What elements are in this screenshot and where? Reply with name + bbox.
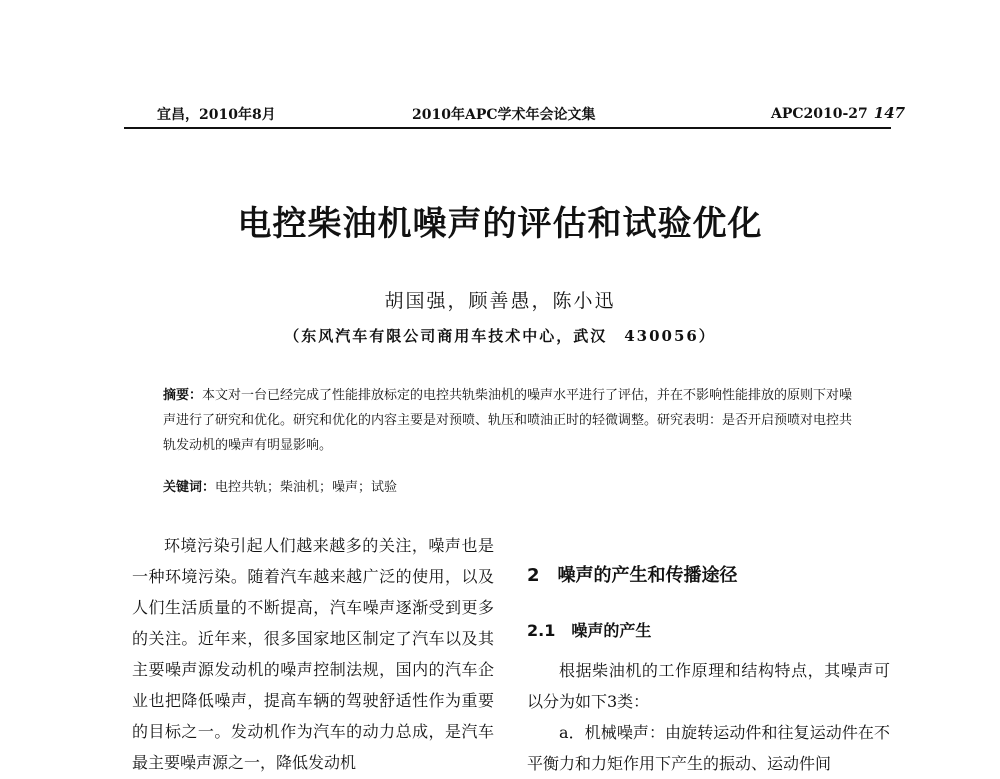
abstract-text: 本文对一台已经完成了性能排放标定的电控共轨柴油机的噪声水平进行了评估，并在不影响性能排放的原则下对噪声进行了研究和优化。研究和优化的内容主要是对预喷、轨压和喷油正时的轻微调整。研究表明：是否开启预喷对电控共轨发动机的噪声有明显影响。 (163, 388, 853, 453)
section-2-1-heading: 2.1 噪声的产生 (527, 621, 652, 640)
header-rule (124, 127, 891, 129)
running-header-left: 宜昌，2010年8月 (157, 107, 276, 123)
abstract (163, 383, 863, 458)
running-header-center: 2010年APC学术年会论文集 (412, 107, 596, 123)
body-column-right (527, 655, 890, 779)
body-column-left (132, 530, 494, 778)
noise-classification-paragraph: 根据柴油机的工作原理和结构特点，其噪声可以分为如下3类： (527, 661, 890, 711)
mechanical-noise-paragraph: a．机械噪声：由旋转运动件和往复运动件在不平衡力和力矩作用下产生的振动、运动件间 (527, 723, 890, 773)
intro-paragraph: 环境污染引起人们越来越多的关注，噪声也是一种环境污染。随着汽车越来越广泛的使用，以及人们生活质量的不断提高，汽车噪声逐渐受到更多的关注。近年来，很多国家地区制定了汽车以及其主要噪声源发动机的噪声控制法规，国内的汽车企业也把降低噪声，提高车辆的驾驶舒适性作为重要的目标之一。发动机作为汽车的动力总成，是汽车最主要噪声源之一，降低发动机 (132, 536, 494, 772)
keywords-label: 关键词： (163, 480, 216, 495)
author-list: 胡国强，顾善愚，陈小迅 (384, 290, 616, 312)
affiliation: （东风汽车有限公司商用车技术中心，武汉 430056） (284, 327, 716, 345)
page-number: 147 (873, 104, 906, 122)
running-header-right (771, 104, 905, 122)
keywords-text: 电控共轨；柴油机；噪声；试验 (215, 480, 398, 495)
abstract-label: 摘要： (163, 388, 203, 403)
paper-title: 电控柴油机噪声的评估和试验优化 (237, 204, 763, 244)
section-2-heading: 2 噪声的产生和传播途径 (527, 565, 738, 586)
paper-code: APC2010-27 (771, 106, 868, 122)
keywords (163, 478, 863, 498)
